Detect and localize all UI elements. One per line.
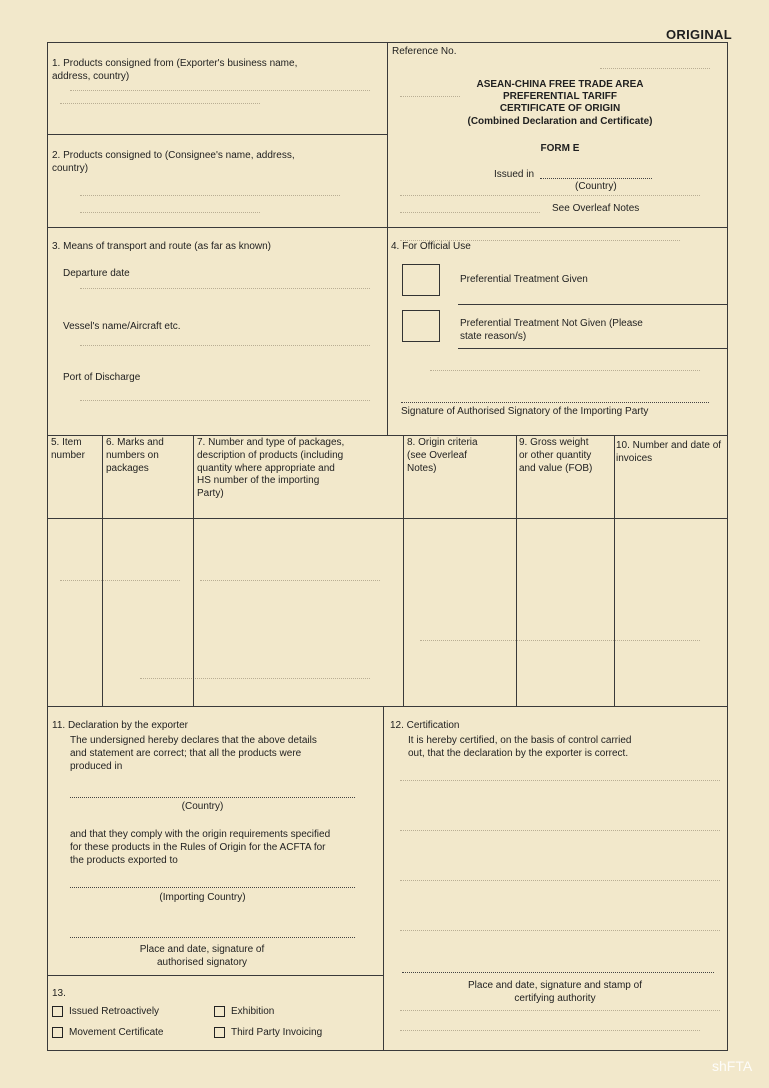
certifying-place-date-label: Place and date, signature and stamp of certifying authority: [467, 980, 642, 1004]
col-marks-numbers: 6. Marks and numbers on packages: [106, 437, 164, 474]
title-line4: (Combined Declaration and Certificate): [467, 116, 653, 127]
reference-label: Reference No.: [392, 46, 457, 57]
issued-in-line: [540, 178, 652, 179]
movement-certificate-checkbox[interactable]: [52, 1027, 63, 1038]
issued-retroactively-checkbox[interactable]: [52, 1006, 63, 1017]
treatment-not-given-label: Preferential Treatment Not Given (Please state reason/s): [460, 318, 643, 342]
certification-text: It is hereby certified, on the basis of control carried out, that the declaration by the exporter is correct.: [408, 735, 632, 759]
original-label: ORIGINAL: [666, 27, 732, 42]
box3-label: 3. Means of transport and route (as far as known): [52, 241, 271, 252]
box4-label: 4. For Official Use: [391, 241, 471, 252]
issued-in-label: Issued in: [494, 169, 535, 180]
overleaf-notes-label: See Overleaf Notes: [552, 203, 640, 214]
box13-label: 13.: [52, 988, 66, 999]
third-party-invoicing-label: Third Party Invoicing: [231, 1027, 323, 1038]
movement-certificate-label: Movement Certificate: [69, 1027, 164, 1038]
importing-signatory-label: Signature of Authorised Signatory of the Importing Party: [401, 406, 649, 417]
box12-label: 12. Certification: [390, 720, 460, 731]
issued-country-label: (Country): [575, 181, 617, 192]
col-item-number: 5. Item number: [51, 437, 85, 461]
col-invoices: 10. Number and date of invoices: [616, 440, 722, 464]
exporter-signature-line: [70, 937, 355, 938]
importing-country-label: (Importing Country): [159, 892, 246, 903]
vessel-name-label: Vessel's name/Aircraft etc.: [63, 321, 181, 332]
title-line2: PREFERENTIAL TARIFF: [502, 91, 618, 102]
declaration-text: The undersigned hereby declares that the above details and statement are correct; that all the products were produced in: [70, 735, 317, 772]
importing-country-line: [70, 887, 355, 888]
col-description: 7. Number and type of packages, description of products (including quantity where appropriate and HS number of the importing Party): [197, 437, 345, 500]
treatment-given-box[interactable]: [402, 264, 440, 296]
departure-date-label: Departure date: [63, 268, 130, 279]
watermark: shFTA: [712, 1058, 753, 1074]
exporter-place-date-label: Place and date, signature of authorised signatory: [139, 944, 265, 968]
port-discharge-label: Port of Discharge: [63, 372, 141, 383]
box2-label: 2. Products consigned to (Consignee's name, address, country): [52, 150, 295, 174]
title-line3: CERTIFICATE OF ORIGIN: [499, 103, 621, 114]
col-gross-weight: 9. Gross weight or other quantity and value (FOB): [519, 437, 593, 474]
box11-label: 11. Declaration by the exporter: [52, 720, 189, 731]
col-origin-criteria: 8. Origin criteria (see Overleaf Notes): [407, 437, 478, 474]
produced-country-line: [70, 797, 355, 798]
issued-retroactively-label: Issued Retroactively: [69, 1006, 160, 1017]
title-line1: ASEAN-CHINA FREE TRADE AREA: [476, 79, 644, 90]
third-party-invoicing-checkbox[interactable]: [214, 1027, 225, 1038]
treatment-not-given-box[interactable]: [402, 310, 440, 342]
certifying-signature-line: [402, 972, 714, 973]
produced-country-label: (Country): [181, 801, 224, 812]
signature-line: [401, 402, 709, 403]
exhibition-checkbox[interactable]: [214, 1006, 225, 1017]
form-e-label: FORM E: [540, 143, 580, 154]
exhibition-label: Exhibition: [231, 1006, 275, 1017]
origin-requirements-text: and that they comply with the origin requirements specified for these products in the Rules of Origin for the ACFTA for the products exported to: [70, 829, 331, 866]
treatment-given-label: Preferential Treatment Given: [460, 274, 588, 285]
box1-label: 1. Products consigned from (Exporter's business name, address, country): [52, 58, 298, 82]
